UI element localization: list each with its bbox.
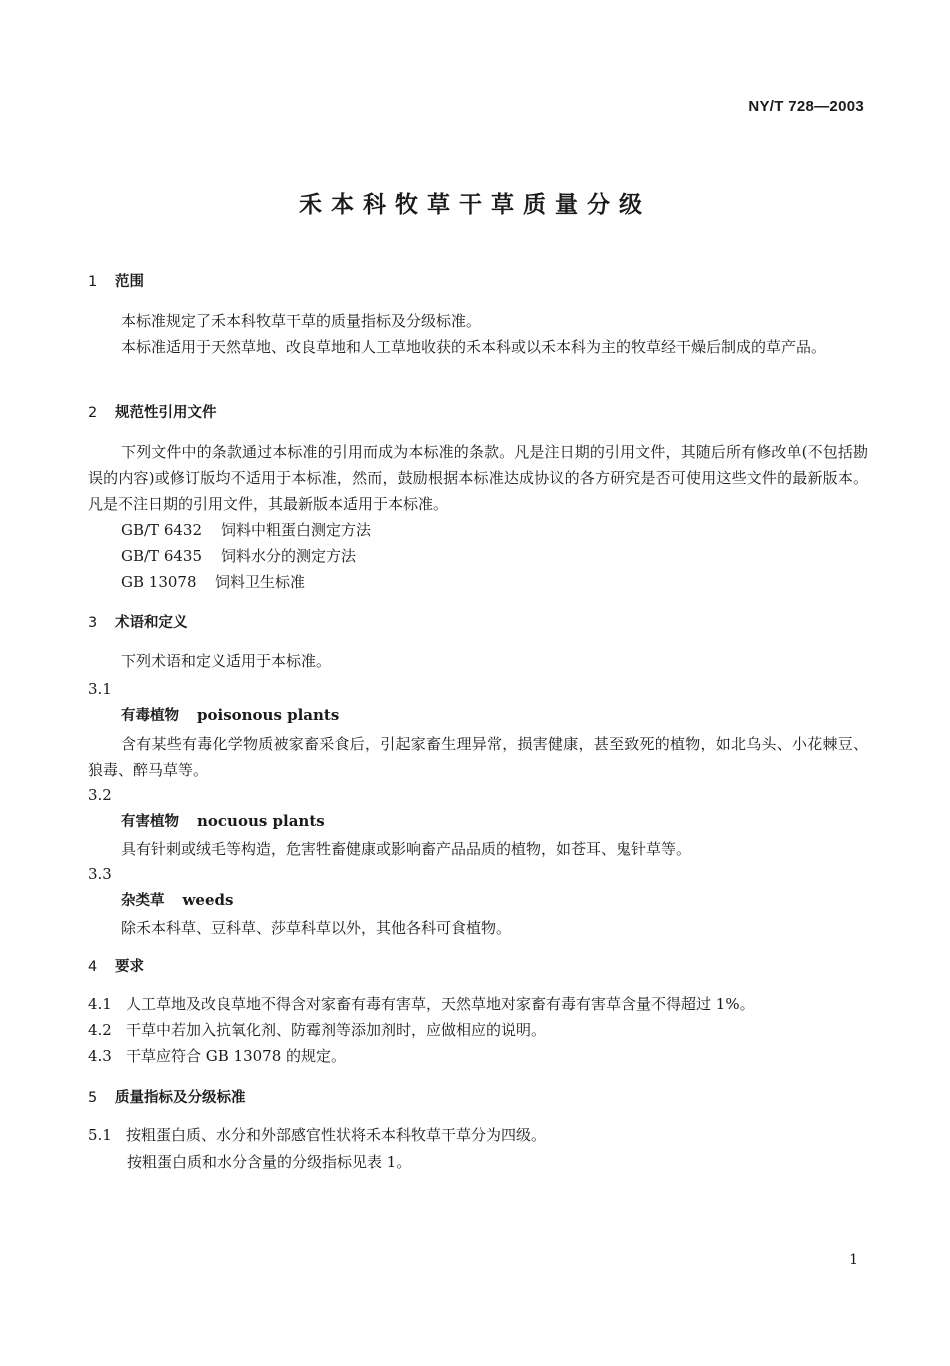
reference-item bbox=[121, 546, 356, 566]
clause-text: 按粗蛋白质、水分和外部感官性状将禾本科牧草干草分为四级。 bbox=[126, 1126, 547, 1144]
reference-name: 饲料中粗蛋白测定方法 bbox=[221, 521, 372, 539]
section-3-intro: 下列术语和定义适用于本标准。 bbox=[121, 652, 332, 670]
clause-text: 干草中若加入抗氧化剂、防霉剂等添加剂时，应做相应的说明。 bbox=[126, 1021, 547, 1039]
section-2-heading bbox=[88, 403, 217, 423]
term-chinese: 有毒植物 bbox=[121, 708, 179, 724]
clause-number: 4.2 bbox=[88, 1021, 112, 1039]
term-heading bbox=[121, 705, 339, 726]
standard-code: NY/T 728—2003 bbox=[748, 98, 864, 115]
term-english: poisonous plants bbox=[197, 706, 340, 724]
reference-code: GB 13078 bbox=[121, 573, 197, 591]
term-chinese: 杂类草 bbox=[121, 893, 165, 909]
section-title: 术语和定义 bbox=[115, 615, 188, 631]
term-definition: 含有某些有毒化学物质被家畜采食后，引起家畜生理异常，损害健康，甚至致死的植物，如北乌头、小花棘豆、狼毒、醉马草等。 bbox=[88, 735, 868, 779]
clause-number: 4.1 bbox=[88, 995, 112, 1013]
document-title: 禾本科牧草干草质量分级 bbox=[299, 192, 651, 218]
term-number: 3.1 bbox=[88, 680, 112, 698]
section-title: 规范性引用文件 bbox=[115, 405, 217, 421]
page-number: 1 bbox=[849, 1252, 858, 1268]
quality-clause-paragraph: 按粗蛋白质和水分含量的分级指标见表 1。 bbox=[127, 1153, 412, 1171]
section-number: 1 bbox=[88, 274, 98, 290]
section-1-paragraph-2: 本标准适用于天然草地、改良草地和人工草地收获的禾本科或以禾本科为主的牧草经干燥后制成的草产品。 bbox=[121, 338, 827, 356]
term-heading bbox=[121, 890, 233, 911]
clause-number: 4.3 bbox=[88, 1047, 112, 1065]
term-english: nocuous plants bbox=[197, 812, 325, 830]
requirement-clause bbox=[88, 994, 755, 1014]
term-number: 3.2 bbox=[88, 786, 112, 804]
reference-name: 饲料水分的测定方法 bbox=[221, 547, 357, 565]
section-5-heading bbox=[88, 1088, 246, 1108]
requirement-clause bbox=[88, 1046, 346, 1066]
term-chinese: 有害植物 bbox=[121, 814, 179, 830]
section-title: 范围 bbox=[115, 274, 144, 290]
term-number: 3.3 bbox=[88, 865, 112, 883]
section-number: 2 bbox=[88, 405, 98, 421]
term-definition: 具有针刺或绒毛等构造，危害牲畜健康或影响畜产品品质的植物，如苍耳、鬼针草等。 bbox=[121, 840, 692, 858]
clause-text: 人工草地及改良草地不得含对家畜有毒有害草，天然草地对家畜有毒有害草含量不得超过 1%。 bbox=[126, 995, 755, 1013]
clause-text: 干草应符合 GB 13078 的规定。 bbox=[126, 1047, 347, 1065]
clause-number: 5.1 bbox=[88, 1126, 112, 1144]
section-1-heading bbox=[88, 272, 144, 292]
section-4-heading bbox=[88, 957, 144, 977]
term-heading bbox=[121, 811, 325, 832]
section-number: 3 bbox=[88, 615, 98, 631]
section-number: 5 bbox=[88, 1090, 98, 1106]
section-2-paragraph: 下列文件中的条款通过本标准的引用而成为本标准的条款。凡是注日期的引用文件，其随后所有修改单(不包括勘误的内容)或修订版均不适用于本标准，然而，鼓励根据本标准达成协议的各方研究是否可使用这些文件的最新版本。凡是不注日期的引用文件，其最新版本适用于本标准。 bbox=[88, 443, 868, 513]
section-title: 要求 bbox=[115, 959, 144, 975]
requirement-clause bbox=[88, 1020, 546, 1040]
term-definition: 除禾本科草、豆科草、莎草科草以外，其他各科可食植物。 bbox=[121, 919, 512, 937]
section-number: 4 bbox=[88, 959, 98, 975]
section-1-paragraph-1: 本标准规定了禾本科牧草干草的质量指标及分级标准。 bbox=[121, 312, 482, 330]
reference-item bbox=[121, 520, 371, 540]
reference-code: GB/T 6432 bbox=[121, 521, 203, 539]
section-title: 质量指标及分级标准 bbox=[115, 1090, 246, 1106]
reference-item bbox=[121, 572, 305, 592]
section-3-heading bbox=[88, 613, 188, 633]
quality-clause bbox=[88, 1125, 546, 1145]
reference-name: 饲料卫生标准 bbox=[215, 573, 306, 591]
reference-code: GB/T 6435 bbox=[121, 547, 203, 565]
term-english: weeds bbox=[182, 891, 234, 909]
